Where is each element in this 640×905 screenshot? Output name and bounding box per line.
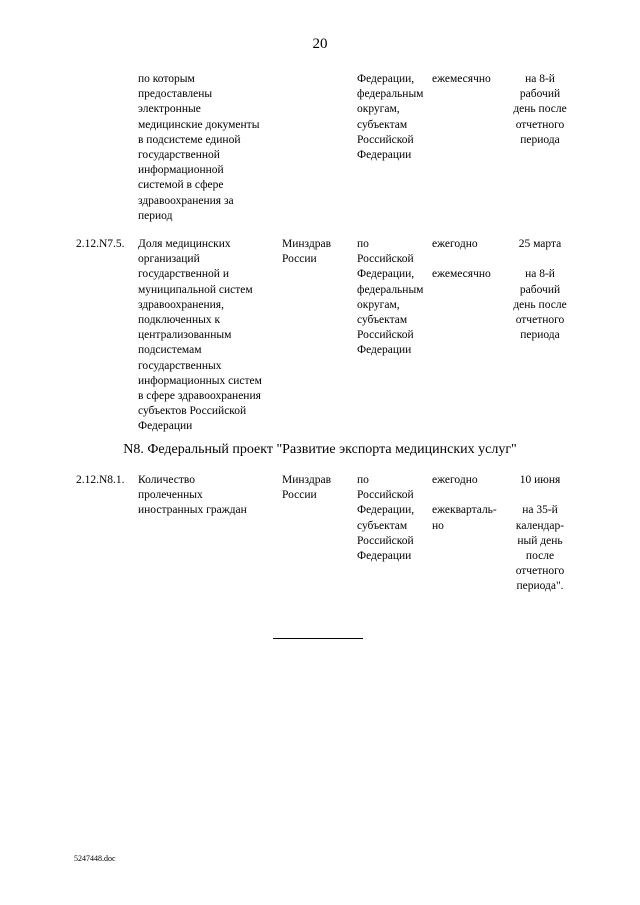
indicator-name: Доля медицинских организаций государственной и муниципальной систем здравоохранения, подключенных к централизованным подсистемам государственных информационных систем в сфере здравоохранения субъектов Российской Федерации	[138, 238, 262, 433]
doc-id: 5247448.doc	[74, 854, 116, 863]
period-cell: ежегодно ежемесячно	[432, 238, 491, 281]
responsible-org: Минздрав России	[282, 238, 332, 266]
deadline-cell: 10 июня на 35-й календар- ный день после отчетного периода".	[515, 474, 565, 593]
level-cell: по Российской Федерации, субъектам Российской Федерации	[357, 474, 415, 563]
page-number: 20	[312, 36, 328, 52]
period-cell: ежемесячно	[432, 73, 491, 85]
deadline-cell: на 8-й рабочий день после отчетного периода	[513, 73, 567, 146]
row-number: 2.12.N8.1.	[76, 474, 125, 486]
indicator-name: по которым предоставлены электронные медицинские документы в подсистеме единой государственной информационной системой в сфере здравоохранения за период	[138, 73, 260, 222]
responsible-org: Минздрав России	[282, 474, 332, 502]
section-title: N8. Федеральный проект "Развитие экспорта медицинских услуг"	[123, 442, 517, 457]
indicator-name: Количество пролеченных иностранных граждан	[138, 474, 247, 517]
row-number: 2.12.N7.5.	[76, 238, 125, 250]
deadline-cell: 25 марта на 8-й рабочий день после отчетного периода	[513, 238, 567, 342]
level-cell: Федерации, федеральным округам, субъектам Российской Федерации	[357, 73, 424, 162]
period-cell: ежегодно ежекварталь- но	[432, 474, 497, 532]
end-line	[273, 638, 363, 639]
level-cell: по Российской Федерации, федеральным округам, субъектам Российской Федерации	[357, 238, 424, 357]
